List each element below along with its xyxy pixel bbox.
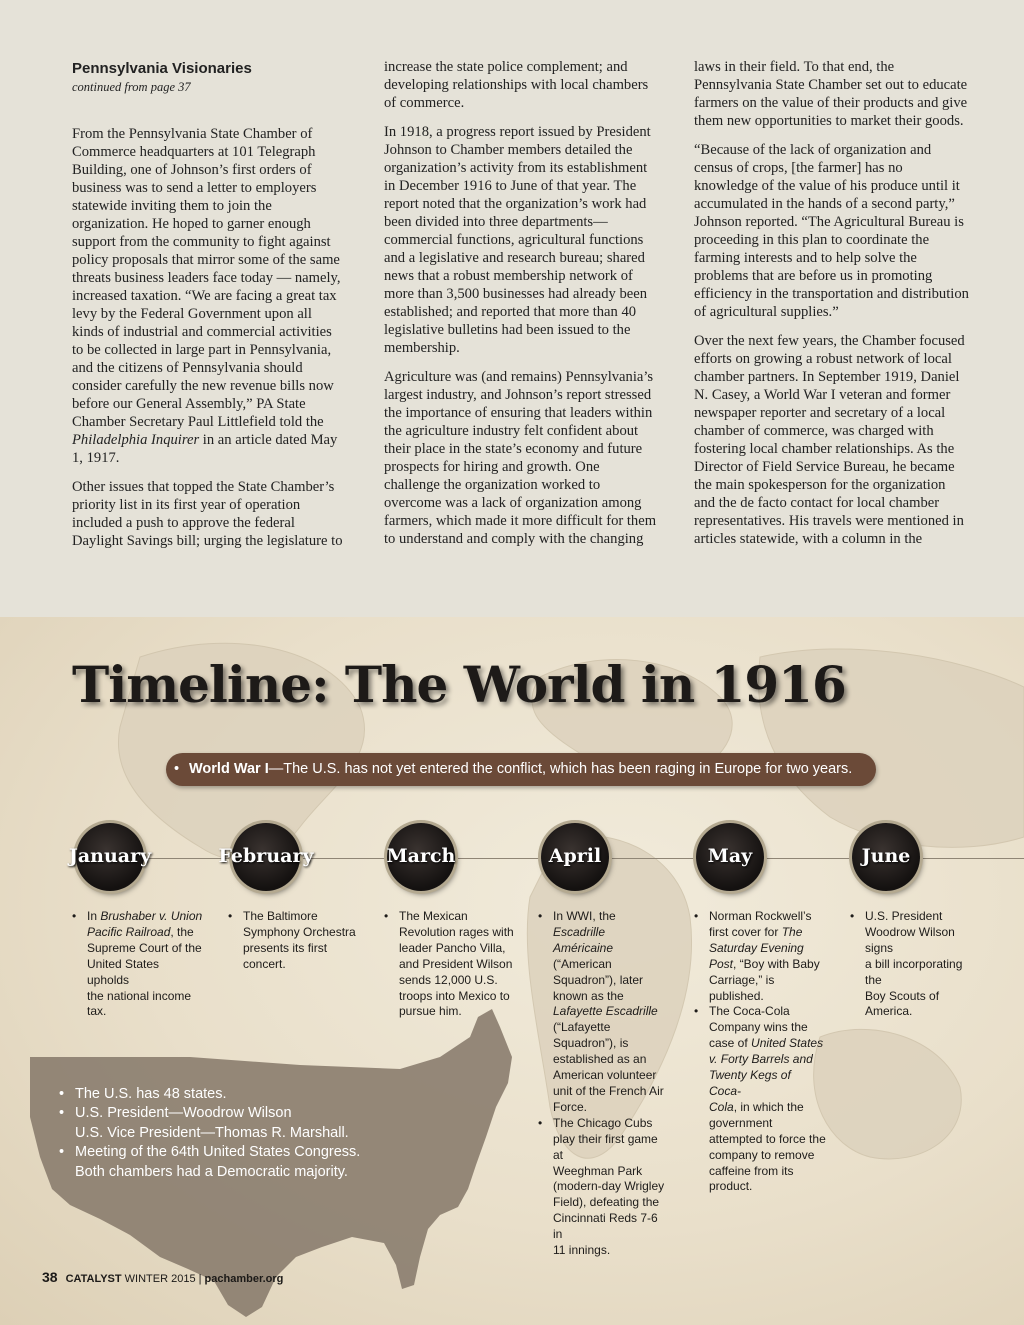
- event-text: Boy Scouts of: [865, 988, 940, 1003]
- text-line: chamber of commerce, was charged with: [694, 423, 934, 439]
- text-line: challenge the organization worked to: [384, 477, 601, 493]
- event-text: Squadron”), is: [553, 1036, 629, 1051]
- event-text: Brushaber v. Union: [100, 909, 203, 923]
- issue-label: WINTER 2015 |: [121, 1273, 205, 1285]
- text-line: Building, one of Johnson’s first orders of: [72, 162, 312, 178]
- timeline-event: [384, 909, 516, 1020]
- article-paragraph: [72, 478, 362, 550]
- timeline-title: Timeline: The World in 1916: [72, 655, 846, 714]
- event-text: American volunteer: [553, 1068, 657, 1083]
- event-text: (“American: [553, 956, 612, 971]
- text-line: farmers, which made it more difficult for them: [384, 513, 657, 529]
- text-line: farmers on the value of their products and give: [694, 95, 968, 111]
- text-line: business was to send a letter to employers: [72, 180, 317, 196]
- event-text: pursue him.: [399, 1004, 462, 1019]
- article-paragraph: [72, 125, 362, 467]
- month-events-list: [694, 909, 826, 1195]
- event-text: Post: [709, 956, 734, 971]
- text-line: newspaper reporter and secretary of a local: [694, 405, 946, 421]
- event-text: play their first game at: [553, 1131, 658, 1162]
- event-text: (modern-day Wrigley: [553, 1179, 665, 1194]
- month-label-january: January: [68, 845, 152, 867]
- event-text: first cover for: [709, 924, 782, 939]
- text-line: proceeding in this plan to coordinate the: [694, 232, 930, 248]
- page-number: 38: [42, 1269, 58, 1285]
- event-text: Cola: [709, 1099, 734, 1114]
- month-label-april: April: [548, 845, 602, 867]
- text-line: to be collected in large part in Pennsylvania,: [72, 342, 332, 358]
- text-line: increase the state police complement; and: [384, 59, 628, 75]
- month-label-february: February: [218, 845, 314, 867]
- fact-line: Meeting of the 64th United States Congress.: [75, 1144, 361, 1161]
- text-line: more than 3,500 businesses had already been: [384, 286, 648, 302]
- event-text: United States upholds: [87, 956, 160, 987]
- article-paragraph: [384, 58, 674, 112]
- article-paragraph: [384, 123, 674, 357]
- text-line: to understand and comply with the changing: [384, 531, 644, 547]
- month-label-june: June: [861, 845, 911, 867]
- event-text: a bill incorporating the: [865, 956, 963, 987]
- website: pachamber.org: [204, 1273, 284, 1285]
- text-line: consider carefully the new revenue bills now: [72, 378, 334, 394]
- text-line: prospects for hiring and growth. One: [384, 459, 600, 475]
- text-line: membership.: [384, 340, 460, 356]
- text-line: them new opportunities to market their goods.: [694, 113, 964, 129]
- world-war-banner: [166, 753, 876, 786]
- event-text: product.: [709, 1179, 753, 1194]
- text-line: Pennsylvania State Chamber set out to educate: [694, 77, 968, 93]
- article-paragraph: [384, 368, 674, 548]
- event-text: Cincinnati Reds 7-6 in: [553, 1211, 658, 1242]
- event-text: Woodrow Wilson signs: [865, 924, 955, 955]
- timeline-section: [0, 617, 1024, 1325]
- text-line: efforts on growing a robust network of local: [694, 351, 952, 367]
- article-column-2: [384, 58, 674, 559]
- text-line: From the Pennsylvania State Chamber of: [72, 126, 313, 142]
- text-line: representatives. His travels were mentioned in: [694, 513, 964, 529]
- text-line: problems that are before us in promoting: [694, 268, 933, 284]
- text-line: organization’s activity from its establishment: [384, 160, 648, 176]
- banner-text: —The U.S. has not yet entered the conflict, which has been raging in Europe for two years.: [268, 761, 853, 777]
- banner-heading: World War I: [189, 761, 269, 777]
- text-line: established; and reported that more than 40: [384, 304, 637, 320]
- event-text: published.: [709, 988, 764, 1003]
- text-line: Other issues that topped the State Chamber’s: [72, 479, 335, 495]
- text-line: the main spokesperson for the organization: [694, 477, 946, 493]
- text-line: of commerce.: [384, 95, 465, 111]
- text-line: and a legislative and research bureau; shared: [384, 250, 645, 266]
- fact-line: The U.S. has 48 states.: [75, 1086, 227, 1102]
- publication-name: Philadelphia Inquirer: [72, 432, 200, 448]
- event-text: unit of the French Air: [553, 1083, 664, 1098]
- event-text: v. Forty Barrels and: [709, 1052, 813, 1067]
- event-text: known as the: [553, 988, 624, 1003]
- month-label-may: May: [707, 845, 753, 867]
- timeline-event: [538, 909, 670, 1116]
- month-events-list: [384, 909, 516, 1020]
- event-text: U.S. President: [865, 909, 943, 923]
- text-line: Johnson reported. “The Agricultural Bureau is: [694, 214, 964, 230]
- us-fact: [58, 1143, 360, 1182]
- text-line: kinds of industrial and commercial activities: [72, 324, 332, 340]
- event-text: Squadron”), later: [553, 972, 644, 987]
- text-line: developing relationships with local chambers: [384, 77, 649, 93]
- event-text: Pacific Railroad: [87, 924, 171, 939]
- text-line: levy by the Federal Government upon all: [72, 306, 312, 322]
- text-line: census of crops, [the farmer] has no: [694, 160, 903, 176]
- event-text: case of: [709, 1036, 752, 1051]
- text-line: largest industry, and Johnson’s report stressed: [384, 387, 652, 403]
- fact-line: U.S. Vice President—Thomas R. Marshall.: [75, 1124, 349, 1141]
- event-text: In: [87, 909, 101, 923]
- event-text: The Chicago Cubs: [553, 1115, 653, 1130]
- event-text: Supreme Court of the: [87, 940, 202, 955]
- month-events-list: [228, 909, 360, 973]
- text-line: included a push to approve the federal: [72, 515, 295, 531]
- paragraph-fragment: in an article dated May: [199, 432, 338, 448]
- event-text: Norman Rockwell’s: [709, 909, 812, 923]
- text-line: priority list in its first year of operation: [72, 497, 301, 513]
- event-text: caffeine from its: [709, 1163, 794, 1178]
- event-text: (“Lafayette: [553, 1020, 611, 1035]
- text-line: fostering local chamber relationships. As the: [694, 441, 955, 457]
- page-footer: [42, 1269, 283, 1285]
- text-line: Johnson to Chamber members detailed the: [384, 142, 633, 158]
- event-text: established as an: [553, 1052, 647, 1067]
- text-line: and the de facto contact for local chamber: [694, 495, 940, 511]
- month-events-list: [850, 909, 982, 1020]
- event-text: Force.: [553, 1099, 588, 1114]
- text-line: Commerce headquarters at 101 Telegraph: [72, 144, 316, 160]
- event-text: company to remove: [709, 1147, 815, 1162]
- event-text: Saturday Evening: [709, 940, 804, 955]
- us-fact: [58, 1085, 360, 1104]
- article-column-1: [72, 58, 362, 561]
- event-text: In WWI, the: [553, 909, 616, 923]
- timeline-event: [72, 909, 204, 1020]
- text-line: and the citizens of Pennsylvania should: [72, 360, 303, 376]
- timeline-event: [538, 1116, 670, 1259]
- event-text: 11 innings.: [553, 1243, 611, 1258]
- text-line: report noted that the organization’s work had: [384, 196, 647, 212]
- text-line: before our General Assembly,” PA State: [72, 396, 306, 412]
- text-line: policy proposals that mirror some of the same: [72, 252, 340, 268]
- text-line: Over the next few years, the Chamber focused: [694, 333, 965, 349]
- month-label-march: March: [386, 845, 456, 867]
- text-line: Daylight Savings bill; urging the legislature to: [72, 533, 343, 549]
- article-paragraph: [694, 58, 984, 130]
- event-text: Lafayette Escadrille: [553, 1004, 658, 1019]
- article-paragraph: [694, 141, 984, 321]
- fact-line: Both chambers had a Democratic majority.: [75, 1163, 348, 1180]
- text-line: articles statewide, with a column in the: [694, 531, 923, 547]
- event-text: government: [709, 1115, 773, 1130]
- event-text: Revolution rages with: [399, 924, 514, 939]
- text-line: Director of Field Service Bureau, he became: [694, 459, 955, 475]
- text-line: threats business leaders face today — namely,: [72, 270, 341, 286]
- timeline-event: [694, 909, 826, 1004]
- event-text: and President Wilson: [399, 956, 513, 971]
- event-text: , the: [170, 924, 194, 939]
- text-line: knowledge of the value of his produce until it: [694, 178, 960, 194]
- text-line: Chamber Secretary Paul Littlefield told the: [72, 414, 324, 430]
- timeline-event: [228, 909, 360, 973]
- event-text: troops into Mexico to: [399, 988, 510, 1003]
- event-text: leader Pancho Villa,: [399, 940, 506, 955]
- month-events-list: [538, 909, 670, 1259]
- article-column-3: [694, 58, 984, 559]
- event-text: Twenty Kegs of Coca-: [709, 1068, 791, 1098]
- us-fact: [58, 1104, 360, 1143]
- event-text: Américaine: [553, 940, 614, 955]
- event-text: Company wins the: [709, 1020, 808, 1035]
- event-text: Field), defeating the: [553, 1195, 660, 1210]
- text-line: organization. He hoped to garner enough: [72, 216, 311, 232]
- event-text: attempted to force the: [709, 1131, 826, 1146]
- text-line: been divided into three departments—: [384, 214, 608, 230]
- event-text: Carriage,” is: [709, 972, 775, 987]
- fact-line: U.S. President—Woodrow Wilson: [75, 1105, 292, 1122]
- text-line: “Because of the lack of organization and: [694, 142, 932, 158]
- timeline-event: [850, 909, 982, 1020]
- article-kicker: Pennsylvania Visionaries: [72, 60, 252, 77]
- us-facts-list: [58, 1085, 360, 1182]
- text-line: news that a robust membership network of: [384, 268, 633, 284]
- text-line: commercial functions, agricultural functions: [384, 232, 644, 248]
- paragraph-fragment: 1, 1917.: [72, 450, 120, 466]
- event-text: sends 12,000 U.S.: [399, 972, 498, 987]
- text-line: their place in the state’s economy and future: [384, 441, 643, 457]
- text-line: legislative bulletins had been issued to the: [384, 322, 631, 338]
- text-line: Agriculture was (and remains) Pennsylvania’s: [384, 369, 654, 385]
- event-text: United States: [751, 1036, 824, 1051]
- text-line: In 1918, a progress report issued by President: [384, 124, 651, 140]
- text-line: in December 1916 to June of that year. The: [384, 178, 637, 194]
- event-text: Symphony Orchestra: [243, 924, 356, 939]
- text-line: laws in their field. To that end, the: [694, 59, 895, 75]
- text-line: overcome was a lack of organization among: [384, 495, 642, 511]
- text-line: increased taxation. “We are facing a great tax: [72, 288, 337, 304]
- text-line: the agriculture industry felt confident about: [384, 423, 639, 439]
- text-line: statewide inviting them to join the: [72, 198, 272, 214]
- event-text: Weeghman Park: [553, 1163, 643, 1178]
- bullet-icon: •: [174, 761, 180, 777]
- event-text: Escadrille: [553, 924, 606, 939]
- event-text: The: [781, 924, 803, 939]
- article-section: [0, 0, 1024, 617]
- text-line: support from the community to fight against: [72, 234, 331, 250]
- event-text: presents its first: [243, 940, 328, 955]
- event-text: , in which the: [733, 1099, 804, 1114]
- text-line: efficiency in the transportation and distribution: [694, 286, 969, 302]
- event-text: tax.: [87, 1004, 107, 1019]
- event-text: The Coca-Cola: [709, 1004, 790, 1019]
- text-line: chamber partners. In September 1919, Daniel: [694, 369, 960, 385]
- article-paragraph: [694, 332, 984, 548]
- event-text: , “Boy with Baby: [733, 956, 820, 971]
- magazine-name: CATALYST: [65, 1273, 122, 1285]
- month-events-list: [72, 909, 204, 1020]
- event-text: concert.: [243, 956, 286, 971]
- text-line: the importance of ensuring that leaders within: [384, 405, 653, 421]
- text-line: accumulated in the hands of a second party,”: [694, 196, 955, 212]
- article-continued-note: continued from page 37: [72, 80, 191, 94]
- event-text: the national income: [87, 988, 192, 1003]
- event-text: America.: [865, 1004, 913, 1019]
- text-line: N. Casey, a World War I veteran and former: [694, 387, 951, 403]
- event-text: The Baltimore: [243, 909, 318, 923]
- text-line: of agricultural supplies.”: [694, 304, 839, 320]
- event-text: The Mexican: [399, 909, 468, 923]
- text-line: farming interests and to help solve the: [694, 250, 917, 266]
- timeline-event: [694, 1004, 826, 1195]
